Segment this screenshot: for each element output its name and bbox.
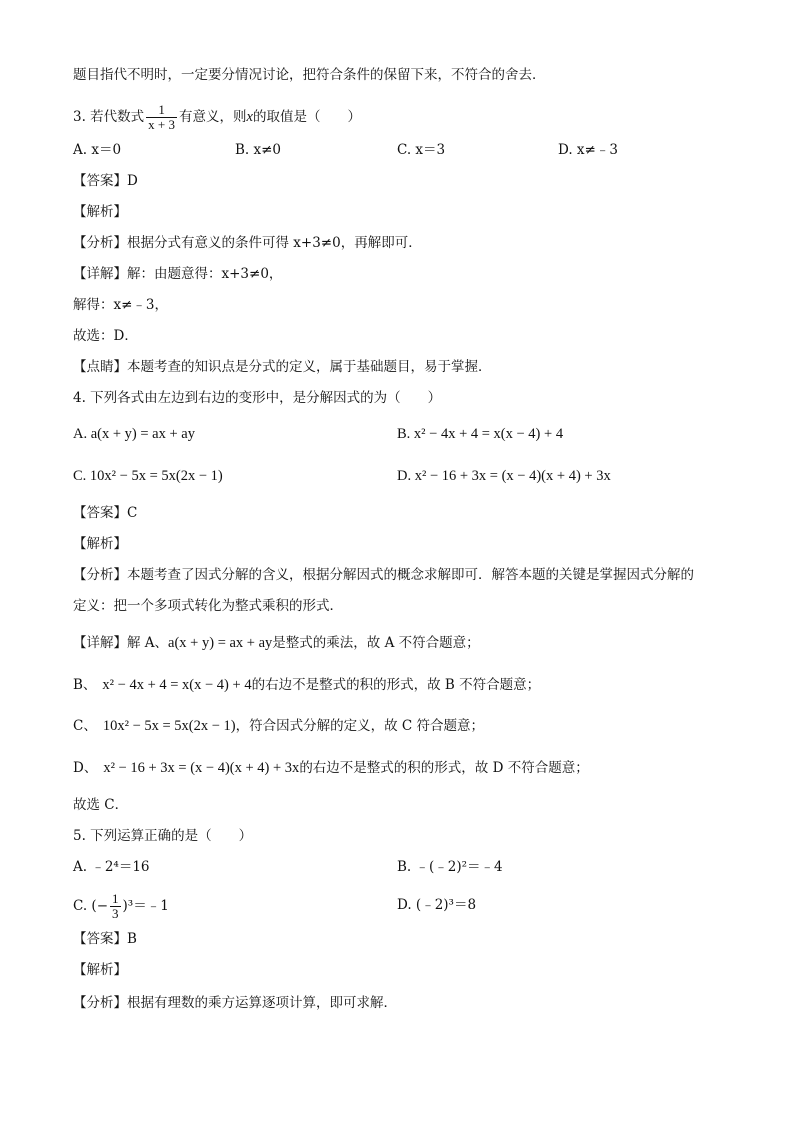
q4-stem: 4. 下列各式由左边到右边的变形中，是分解因式的为（ ） bbox=[73, 390, 442, 406]
q4-d-math: x² − 16 + 3x = (x − 4)(x + 4) + 3x bbox=[103, 760, 300, 776]
q4-d-suffix: 的右边不是整式的积的形式，故 D 不符合题意； bbox=[299, 760, 589, 776]
q5-c-num: 1 bbox=[112, 891, 119, 906]
q4-xiangjie-a-suffix: 是整式的乘法，故 A 不符合题意； bbox=[272, 635, 480, 651]
q3-stem-suffix: 有意义，则 bbox=[179, 109, 247, 125]
q3-option-a: A. x＝0 bbox=[73, 142, 122, 158]
q4-fenxi-line1: 【分析】本题考查了因式分解的含义，根据分解因式的概念求解即可．解答本题的关键是掌握因式分解的 bbox=[73, 567, 694, 583]
q5-option-b: B. ﹣(﹣2)²＝﹣4 bbox=[397, 859, 503, 875]
q4-option-d: D. x² − 16 + 3x = (x − 4)(x + 4) + 3x bbox=[397, 468, 611, 484]
q4-option-a: A. a(x + y) = ax + ay bbox=[73, 426, 195, 442]
q4-xiangjie-a bbox=[73, 634, 480, 652]
q5-option-c bbox=[73, 889, 169, 923]
q5-c-den: 3 bbox=[112, 906, 119, 921]
q4-answer: 【答案】C bbox=[73, 505, 138, 521]
q3-option-c: C. x＝3 bbox=[397, 142, 446, 158]
q4-b-prefix: B、 bbox=[73, 677, 97, 693]
q4-option-b: B. x² − 4x + 4 = x(x − 4) + 4 bbox=[397, 426, 564, 442]
q3-answer: 【答案】D bbox=[73, 173, 138, 189]
q5-option-c-prefix: C. (− bbox=[73, 898, 109, 914]
q5-stem: 5. 下列运算正确的是（ ） bbox=[73, 828, 253, 844]
q3-frac-den: x + 3 bbox=[148, 117, 176, 132]
q4-choose: 故选 C． bbox=[73, 797, 129, 813]
q3-stem-prefix: 3. 若代数式 bbox=[73, 109, 145, 125]
q5-answer: 【答案】B bbox=[73, 931, 137, 947]
q3-xiangjie: 【详解】解：由题意得：x+3≠0， bbox=[73, 266, 283, 282]
q3-fraction bbox=[146, 103, 177, 132]
q5-fenxi: 【分析】根据有理数的乘方运算逐项计算，即可求解． bbox=[73, 995, 397, 1011]
q3-stem bbox=[73, 103, 361, 132]
q5-analysis-heading: 【解析】 bbox=[73, 962, 127, 978]
q3-solve: 解得：x≠﹣3， bbox=[73, 297, 169, 313]
q4-b-math: x² − 4x + 4 = x(x − 4) + 4 bbox=[102, 677, 252, 693]
q4-c-prefix: C、 bbox=[73, 718, 97, 734]
q4-xiangjie-d bbox=[73, 759, 589, 777]
q4-fenxi-line2: 定义：把一个多项式转化为整式乘积的形式． bbox=[73, 598, 343, 614]
q4-c-math: 10x² − 5x = 5x(2x − 1) bbox=[102, 718, 236, 734]
q4-xiangjie-a-prefix: 【详解】解 A、 bbox=[73, 635, 169, 651]
q3-option-d: D. x≠﹣3 bbox=[558, 142, 618, 158]
q4-option-c: C. 10x² − 5x = 5x(2x − 1) bbox=[73, 468, 223, 484]
q5-option-a: A. ﹣2⁴＝16 bbox=[73, 859, 150, 875]
q3-option-b: B. x≠0 bbox=[235, 142, 282, 158]
q4-d-prefix: D、 bbox=[73, 760, 98, 776]
q5-option-c-fraction bbox=[110, 892, 121, 921]
q4-xiangjie-a-math: a(x + y) = ax + ay bbox=[168, 635, 273, 651]
q3-stem-end: 的取值是（ ） bbox=[252, 109, 361, 125]
q5-option-c-suffix: )³＝﹣1 bbox=[122, 898, 169, 914]
q5-option-d: D. (﹣2)³＝8 bbox=[397, 897, 477, 913]
q4-b-suffix: 的右边不是整式的积的形式，故 B 不符合题意； bbox=[251, 677, 541, 693]
q3-analysis-heading: 【解析】 bbox=[73, 204, 127, 220]
q4-c-suffix: ，符合因式分解的定义，故 C 符合题意； bbox=[235, 718, 485, 734]
q3-dianjing: 【点睛】本题考查的知识点是分式的定义，属于基础题目，易于掌握． bbox=[73, 359, 492, 375]
q3-stem-var: x bbox=[246, 109, 253, 125]
q3-fenxi: 【分析】根据分式有意义的条件可得 x+3≠0，再解即可． bbox=[73, 235, 422, 251]
q4-xiangjie-c bbox=[73, 717, 484, 735]
q4-xiangjie-b bbox=[73, 676, 540, 694]
q3-choose: 故选：D． bbox=[73, 328, 138, 344]
q4-analysis-heading: 【解析】 bbox=[73, 536, 127, 552]
intro-line: 题目指代不明时，一定要分情况讨论，把符合条件的保留下来，不符合的舍去． bbox=[73, 67, 546, 83]
q3-frac-num: 1 bbox=[146, 103, 177, 118]
